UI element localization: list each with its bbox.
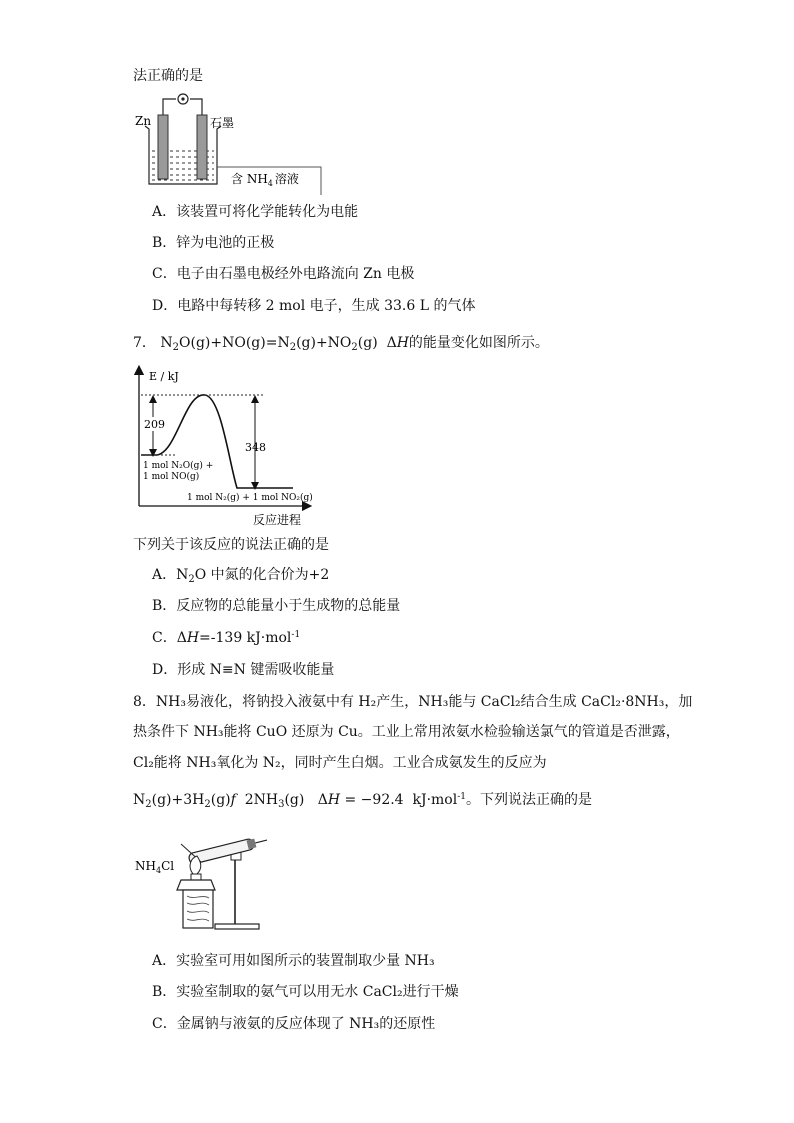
q6-option-d[interactable]: D．电路中每转移 2 mol 电子，生成 33.6 L 的气体 — [152, 298, 476, 314]
ammonium-chloride-label: $NH_4Cl$ — [135, 859, 175, 875]
galvanic-cell-figure — [133, 93, 333, 197]
stand-base — [215, 924, 259, 929]
q6-option-a[interactable]: A．该装置可将化学能转化为电能 — [152, 204, 359, 220]
graphite-label: 石墨 — [210, 116, 235, 130]
q7-number: 7． — [133, 335, 156, 351]
q7-option-b[interactable]: B．反应物的总能量小于生成物的总能量 — [152, 598, 401, 614]
q7-question: 下列关于该反应的说法正确的是 — [133, 537, 329, 553]
q8-paragraph-1: 8．NH₃易液化，将钠投入液氨中有 H₂产生，NH₃能与 CaCl₂结合生成 CaCl₂·8NH₃，加 — [133, 694, 693, 710]
energy-diagram — [133, 362, 313, 530]
delta-value: 348 — [245, 441, 266, 454]
q8-paragraph-2: 热条件下 NH₃能将 CuO 还原为 Cu。工业上常用浓氨水检验输送氯气的管道是否泄露， — [133, 724, 680, 740]
q8-option-b[interactable]: B．实验室制取的氨气可以用无水 CaCl₂进行干燥 — [152, 984, 459, 1000]
q6-option-c[interactable]: C．电子由石墨电极经外电路流向 Zn 电极 — [152, 266, 415, 282]
reactants-label-2: 1 mol NO(g) — [143, 472, 200, 482]
delivery-tube — [255, 840, 267, 843]
products-label: 1 mol N₂(g) + 1 mol NO₂(g) — [187, 493, 313, 503]
q8-equation: $N_2(g)+3H_2(g)f$ $2NH_3(g) \Delta H = -92.4$ kJ·mol$^{-1}$。下列说法正确的是 — [133, 792, 592, 810]
graphite-electrode — [197, 115, 207, 179]
q6-stem-tail: 法正确的是 — [133, 68, 203, 84]
reactants-label-1: 1 mol N₂O(g) + — [143, 461, 214, 471]
solution-label: 含 $NH_4$ 溶液 — [231, 172, 299, 188]
q7-option-a[interactable]: A．$N_2O$ 中氮的化合价为+2 — [152, 567, 330, 585]
zn-label: Zn — [135, 114, 152, 128]
x-axis-label: 反应进程 — [253, 513, 302, 527]
q8-option-a[interactable]: A．实验室可用如图所示的装置制取少量 NH₃ — [152, 953, 435, 969]
y-axis-label: E / kJ — [149, 370, 179, 383]
ea-value: 209 — [144, 418, 165, 431]
alcohol-lamp — [177, 880, 215, 890]
q7-option-d[interactable]: D．形成 N≡N 键需吸收能量 — [152, 662, 335, 678]
ammonia-apparatus-figure — [135, 828, 275, 934]
q8-paragraph-3: Cl₂能将 NH₃氧化为 N₂，同时产生白烟。工业合成氨发生的反应为 — [133, 755, 547, 771]
q6-option-b[interactable]: B．锌为电池的正极 — [152, 235, 275, 251]
zn-electrode — [158, 115, 168, 179]
q8-option-c[interactable]: C．金属钠与液氨的反应体现了 NH₃的还原性 — [152, 1016, 436, 1032]
q7-stem: 7． $N_2O(g)+NO(g)=N_2(g)+NO_2(g)$ ΔH的能量变化如图所示。 — [133, 335, 549, 353]
wooden-block — [183, 890, 213, 928]
q7-option-c[interactable]: C．ΔH=-139 kJ·mol$^{-1}$ — [152, 630, 301, 646]
q7-equation: $N_2O(g)+NO(g)=N_2(g)+NO_2(g)$ ΔH — [160, 335, 409, 353]
